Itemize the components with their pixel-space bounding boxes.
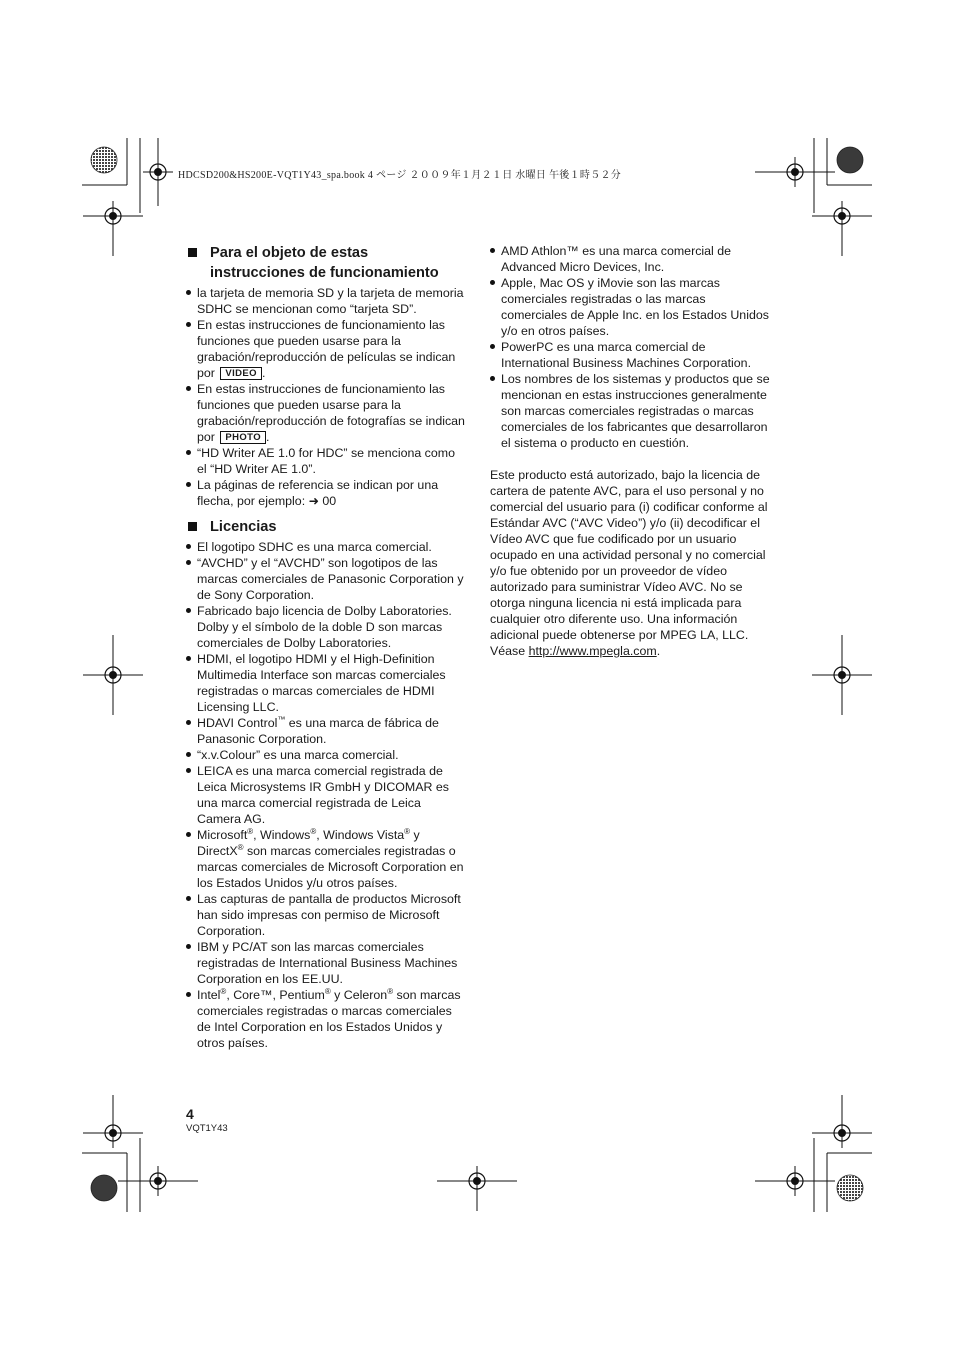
model-code: VQT1Y43	[186, 1123, 228, 1134]
list-item: El logotipo SDHC es una marca comercial.	[186, 539, 466, 555]
list-item: IBM y PC/AT son las marcas comerciales registradas de International Business Machines Corporation en los EE.UU.	[186, 939, 466, 987]
list-item: Microsoft®, Windows®, Windows Vista® y DirectX® son marcas comerciales registradas o marcas comerciales de Microsoft Corporation en los Estados Unidos y/u otros países.	[186, 827, 466, 891]
list-item: Las capturas de pantalla de productos Microsoft han sido impresas con permiso de Microsoft Corporation.	[186, 891, 466, 939]
list-item: En estas instrucciones de funcionamiento las funciones que pueden usarse para la grabación/reproducción de fotografías se indican por PHOTO .	[186, 381, 466, 445]
section-heading: Licencias	[186, 517, 466, 537]
list-item: “x.v.Colour” es una marca comercial.	[186, 747, 466, 763]
list-item: AMD Athlon™ es una marca comercial de Advanced Micro Devices, Inc.	[490, 243, 770, 275]
square-bullet-icon	[188, 248, 197, 257]
list-item: “AVCHD” y el “AVCHD” son logotipos de las marcas comerciales de Panasonic Corporation y de Sony Corporation.	[186, 555, 466, 603]
list-item: “HD Writer AE 1.0 for HDC” se menciona como el “HD Writer AE 1.0”.	[186, 445, 466, 477]
square-bullet-icon	[188, 522, 197, 531]
list-item: La páginas de referencia se indican por una flecha, por ejemplo: ➜ 00	[186, 477, 466, 509]
print-header: HDCSD200&HS200E-VQT1Y43_spa.book 4 ページ ２００９年１月２１日 水曜日 午後１時５２分	[178, 170, 622, 181]
right-column	[490, 243, 770, 659]
mpegla-link[interactable]: http://www.mpegla.com	[528, 644, 657, 658]
license-paragraph: Este producto está autorizado, bajo la licencia de cartera de patente AVC, para el uso personal y no comercial del usuario para (i) codificar conforme al Estándar AVC (“AVC Video”) y/o (ii) decodificar el Vídeo AVC que fue codificado por un usuario ocupado en una actividad personal y no comercial y/o fue obtenido por un proveedor de vídeo autorizado para suministrar Vídeo AVC. No se otorga ninguna licencia ni está implicada para cualquier otro diferente uso. Una información adicional puede obtenerse por MPEG LA, LLC. Véase http://www.mpegla.com.	[490, 468, 768, 658]
list-item: Fabricado bajo licencia de Dolby Laboratories. Dolby y el símbolo de la doble D son marcas comerciales de Dolby Laboratories.	[186, 603, 466, 651]
list-item: Intel®, Core™, Pentium® y Celeron® son marcas comerciales registradas o marcas comerciales de Intel Corporation en los Estados Unidos y otros países.	[186, 987, 466, 1051]
bullet-list	[186, 285, 466, 509]
page-number: 4	[186, 1106, 194, 1122]
list-item: HDMI, el logotipo HDMI y el High-Definition Multimedia Interface son marcas comerciales registradas o marcas comerciales de HDMI Licensing LLC.	[186, 651, 466, 715]
list-item: HDAVI Control™ es una marca de fábrica de Panasonic Corporation.	[186, 715, 466, 747]
left-column	[186, 243, 466, 1051]
list-item: Los nombres de los sistemas y productos que se mencionan en estas instrucciones generalmente son marcas comerciales registradas o marcas comerciales de los fabricantes que desarrollaron el sistema o producto en cuestión.	[490, 371, 770, 451]
list-item: PowerPC es una marca comercial de International Business Machines Corporation.	[490, 339, 770, 371]
bullet-list	[490, 243, 770, 451]
list-item: la tarjeta de memoria SD y la tarjeta de memoria SDHC se mencionan como “tarjeta SD”.	[186, 285, 466, 317]
section-heading: Para el objeto de estas instrucciones de funcionamiento	[186, 243, 466, 283]
mode-badge-video: VIDEO	[220, 367, 262, 380]
list-item: En estas instrucciones de funcionamiento las funciones que pueden usarse para la grabación/reproducción de películas se indican por VIDEO .	[186, 317, 466, 381]
list-item: Apple, Mac OS y iMovie son las marcas comerciales registradas o las marcas comerciales de Apple Inc. en los Estados Unidos y/o en otros países.	[490, 275, 770, 339]
mode-badge-photo: PHOTO	[220, 431, 266, 444]
bullet-list	[186, 539, 466, 1051]
list-item: LEICA es una marca comercial registrada de Leica Microsystems IR GmbH y DICOMAR es una marca comercial registrada de Leica Camera AG.	[186, 763, 466, 827]
